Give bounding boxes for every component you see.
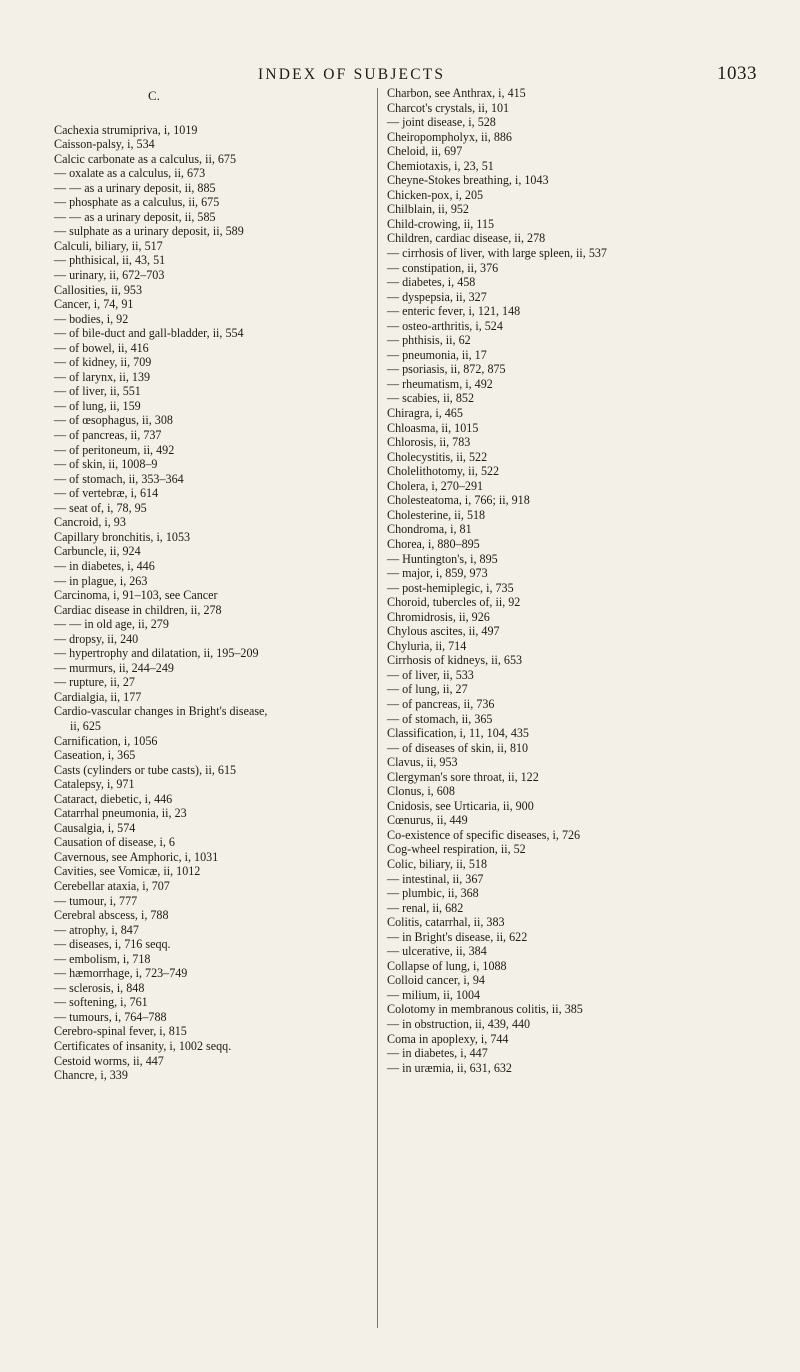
- index-entry: — rheumatism, i, 492: [387, 376, 493, 391]
- index-entry: Coma in apoplexy, i, 744: [387, 1031, 509, 1046]
- index-entry: Chicken-pox, i, 205: [387, 187, 484, 202]
- index-entry: Clonus, i, 608: [387, 784, 455, 799]
- index-entry: — softening, i, 761: [54, 995, 148, 1010]
- index-entry: Colic, biliary, ii, 518: [387, 856, 487, 871]
- index-entry: — renal, ii, 682: [387, 900, 464, 915]
- index-entry: — of pancreas, ii, 737: [54, 428, 162, 443]
- index-entry: Chylous ascites, ii, 497: [387, 624, 500, 639]
- index-entry: — sulphate as a urinary deposit, ii, 589: [54, 224, 244, 239]
- index-entry: — phosphate as a calculus, ii, 675: [54, 195, 220, 210]
- index-entry: — psoriasis, ii, 872, 875: [387, 362, 506, 377]
- index-entry: Cholelithotomy, ii, 522: [387, 464, 500, 479]
- index-entry: — osteo-arthritis, i, 524: [387, 318, 503, 333]
- index-entry: — of liver, ii, 551: [54, 384, 141, 399]
- index-entry: — major, i, 859, 973: [387, 566, 488, 581]
- index-entry: Certificates of insanity, i, 1002 seqq.: [54, 1039, 232, 1053]
- right-entries: [387, 86, 787, 1075]
- index-entry: — plumbic, ii, 368: [387, 886, 479, 901]
- index-entry: Calcic carbonate as a calculus, ii, 675: [54, 151, 237, 166]
- index-entry: Charcot's crystals, ii, 101: [387, 100, 510, 115]
- index-entry: Catalepsy, i, 971: [54, 777, 135, 792]
- index-entry: Cerebellar ataxia, i, 707: [54, 878, 170, 893]
- index-entry: Casts (cylinders or tube casts), ii, 615: [54, 762, 237, 777]
- index-entry: Caseation, i, 365: [54, 748, 136, 763]
- index-entry: Caisson-palsy, i, 534: [54, 137, 155, 152]
- index-entry: Calculi, biliary, ii, 517: [54, 238, 163, 253]
- index-entry: — bodies, i, 92: [54, 311, 129, 326]
- index-entry: — in diabetes, i, 447: [387, 1046, 488, 1061]
- index-entry: Clergyman's sore throat, ii, 122: [387, 769, 539, 784]
- index-entry: Cardio-vascular changes in Bright's disease,: [54, 704, 268, 719]
- index-entry: Cholera, i, 270–291: [387, 478, 484, 493]
- index-entry: — post-hemiplegic, i, 735: [387, 580, 514, 595]
- index-entry: — of larynx, ii, 139: [54, 369, 151, 384]
- index-entry: Cancroid, i, 93: [54, 515, 126, 530]
- index-entry: — of bile-duct and gall-bladder, ii, 554: [54, 326, 244, 341]
- index-entry: Carcinoma, i, 91–103, see Cancer: [54, 588, 218, 603]
- index-entry: — tumour, i, 777: [54, 893, 138, 908]
- index-entry: — of kidney, ii, 709: [54, 355, 152, 370]
- index-entry: Collapse of lung, i, 1088: [387, 958, 507, 973]
- index-entry: — in plague, i, 263: [54, 573, 148, 588]
- index-entry: Callosities, ii, 953: [54, 282, 143, 297]
- index-entry: Chemiotaxis, i, 23, 51: [387, 158, 494, 173]
- index-entry: Cerebral abscess, i, 788: [54, 908, 169, 923]
- index-entry: — enteric fever, i, 121, 148: [387, 304, 521, 319]
- index-entry: Chondroma, i, 81: [387, 522, 472, 537]
- index-entry: — ulcerative, ii, 384: [387, 944, 487, 959]
- index-entry: Cavernous, see Amphoric, i, 1031: [54, 849, 219, 864]
- right-index-column: [387, 86, 787, 1075]
- index-entry: Catarrhal pneumonia, ii, 23: [54, 806, 187, 821]
- index-entry: — of lung, ii, 27: [387, 682, 468, 697]
- index-entry: Chancre, i, 339: [54, 1068, 128, 1083]
- index-entry: — of peritoneum, ii, 492: [54, 442, 175, 457]
- index-entry: ii, 625: [70, 718, 101, 733]
- index-entry: Chilblain, ii, 952: [387, 202, 469, 217]
- index-entry: Chorea, i, 880–895: [387, 536, 480, 551]
- index-entry: — Huntington's, i, 895: [387, 551, 498, 566]
- index-entry: — in diabetes, i, 446: [54, 558, 155, 573]
- index-entry: — rupture, ii, 27: [54, 675, 135, 690]
- index-entry: Cardialgia, ii, 177: [54, 689, 142, 704]
- index-entry: — hæmorrhage, i, 723–749: [54, 966, 188, 981]
- index-entry: Cancer, i, 74, 91: [54, 297, 134, 312]
- index-entry: — hypertrophy and dilatation, ii, 195–209: [54, 646, 259, 661]
- index-entry: Cheloid, ii, 697: [387, 144, 463, 159]
- index-entry: Cog-wheel respiration, ii, 52: [387, 842, 526, 857]
- left-index-column: [54, 86, 372, 1083]
- index-entry: — urinary, ii, 672–703: [54, 268, 165, 283]
- index-entry: — tumours, i, 764–788: [54, 1009, 167, 1024]
- index-entry: — of liver, ii, 533: [387, 667, 474, 682]
- index-entry: Causation of disease, i, 6: [54, 835, 175, 850]
- index-entry: Classification, i, 11, 104, 435: [387, 726, 529, 741]
- index-entry: — in obstruction, ii, 439, 440: [387, 1017, 531, 1031]
- index-entry: — of lung, ii, 159: [54, 398, 141, 413]
- index-entry: Cholecystitis, ii, 522: [387, 449, 488, 464]
- index-entry: Capillary bronchitis, i, 1053: [54, 529, 191, 544]
- index-entry: — pneumonia, ii, 17: [387, 347, 487, 362]
- running-head: INDEX OF SUBJECTS: [258, 66, 446, 83]
- index-entry: — phthisis, ii, 62: [387, 333, 471, 348]
- left-entries: [54, 123, 372, 1083]
- index-entry: — seat of, i, 78, 95: [54, 500, 147, 515]
- index-entry: — embolism, i, 718: [54, 951, 151, 966]
- index-entry: Cheiropompholyx, ii, 886: [387, 129, 512, 144]
- index-entry: — of pancreas, ii, 736: [387, 696, 495, 711]
- index-entry: Carbuncle, ii, 924: [54, 544, 141, 559]
- index-entry: — of bowel, ii, 416: [54, 340, 149, 355]
- index-entry: — cirrhosis of liver, with large spleen, ii, 537: [387, 246, 607, 261]
- index-entry: — phthisical, ii, 43, 51: [54, 253, 166, 268]
- index-entry: — atrophy, i, 847: [54, 922, 139, 937]
- index-entry: Chloasma, ii, 1015: [387, 420, 479, 435]
- index-entry: Causalgia, i, 574: [54, 820, 136, 835]
- index-entry: — — as a urinary deposit, ii, 585: [54, 209, 216, 224]
- index-entry: Colotomy in membranous colitis, ii, 385: [387, 1002, 583, 1017]
- index-entry: — intestinal, ii, 367: [387, 871, 484, 886]
- index-entry: — diabetes, i, 458: [387, 275, 476, 290]
- index-entry: Child-crowing, ii, 115: [387, 216, 495, 231]
- index-entry: — — as a urinary deposit, ii, 885: [54, 180, 216, 195]
- index-entry: Cirrhosis of kidneys, ii, 653: [387, 653, 523, 668]
- index-entry: — diseases, i, 716 seqq.: [54, 937, 171, 952]
- index-entry: — joint disease, i, 528: [387, 115, 496, 130]
- page-number: 1033: [717, 63, 757, 84]
- index-entry: — of skin, ii, 1008–9: [54, 457, 158, 472]
- index-entry: — oxalate as a calculus, ii, 673: [54, 166, 206, 181]
- index-entry: — in Bright's disease, ii, 622: [387, 929, 528, 944]
- index-entry: Cerebro-spinal fever, i, 815: [54, 1024, 187, 1039]
- index-entry: — dyspepsia, ii, 327: [387, 289, 487, 304]
- index-entry: Cœnurus, ii, 449: [387, 813, 468, 828]
- index-entry: Charbon, see Anthrax, i, 415: [387, 86, 526, 100]
- index-entry: — scabies, ii, 852: [387, 391, 474, 406]
- index-entry: Cholesterine, ii, 518: [387, 507, 486, 522]
- index-entry: — murmurs, ii, 244–249: [54, 660, 174, 675]
- index-entry: — dropsy, ii, 240: [54, 631, 139, 646]
- index-entry: Cheyne-Stokes breathing, i, 1043: [387, 173, 549, 188]
- index-entry: Cavities, see Vomicæ, ii, 1012: [54, 864, 201, 879]
- index-entry: Cnidosis, see Urticaria, ii, 900: [387, 798, 534, 813]
- index-entry: Cestoid worms, ii, 447: [54, 1053, 164, 1068]
- index-entry: — milium, ii, 1004: [387, 987, 481, 1002]
- index-entry: Co-existence of specific diseases, i, 726: [387, 827, 581, 842]
- index-entry: Cataract, diebetic, i, 446: [54, 791, 173, 806]
- index-entry: Carnification, i, 1056: [54, 733, 158, 748]
- index-entry: Colitis, catarrhal, ii, 383: [387, 915, 505, 930]
- index-entry: Chiragra, i, 465: [387, 406, 463, 421]
- index-entry: Chyluria, ii, 714: [387, 638, 467, 653]
- index-entry: — of stomach, ii, 365: [387, 711, 493, 726]
- index-entry: Clavus, ii, 953: [387, 755, 458, 770]
- column-divider: [377, 88, 378, 1328]
- index-entry: — sclerosis, i, 848: [54, 980, 145, 995]
- index-entry: Colloid cancer, i, 94: [387, 973, 485, 988]
- index-entry: — in uræmia, ii, 631, 632: [387, 1060, 512, 1075]
- index-entry: Chromidrosis, ii, 926: [387, 609, 490, 624]
- index-entry: Chlorosis, ii, 783: [387, 435, 471, 450]
- index-entry: — of stomach, ii, 353–364: [54, 471, 184, 486]
- index-entry: Cholesteatoma, i, 766; ii, 918: [387, 493, 530, 508]
- index-entry: Children, cardiac disease, ii, 278: [387, 231, 546, 246]
- index-entry: Cachexia strumipriva, i, 1019: [54, 122, 198, 137]
- index-entry: — of œsophagus, ii, 308: [54, 413, 173, 428]
- index-entry: Cardiac disease in children, ii, 278: [54, 602, 222, 617]
- index-entry: Choroid, tubercles of, ii, 92: [387, 595, 521, 610]
- index-entry: — of vertebræ, i, 614: [54, 486, 159, 501]
- index-entry: — constipation, ii, 376: [387, 260, 499, 275]
- index-entry: — — in old age, ii, 279: [54, 617, 169, 632]
- section-letter: C.: [148, 88, 160, 103]
- index-entry: — of diseases of skin, ii, 810: [387, 740, 529, 755]
